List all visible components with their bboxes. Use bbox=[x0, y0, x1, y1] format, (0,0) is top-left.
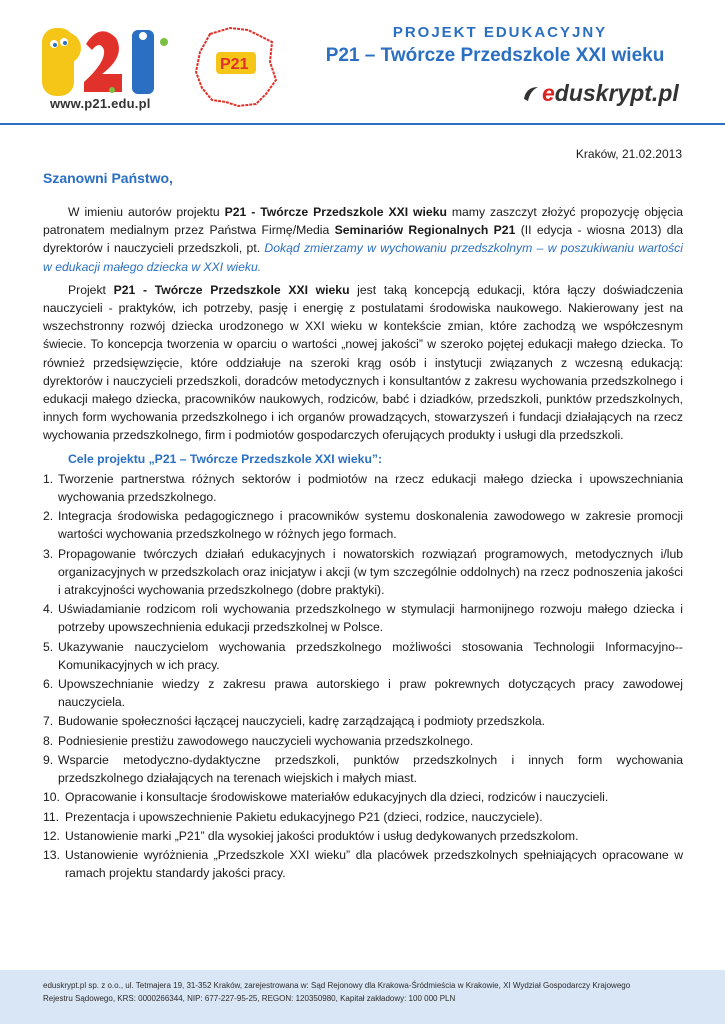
goal-item: 11. Prezentacja i upowszechnienie Pakietu edukacyjnego P21 (dzieci, rodzice, nauczyciele). bbox=[43, 809, 543, 824]
poland-map-icon bbox=[190, 22, 280, 112]
goal-item: 2. Integracja środowiska pedagogicznego i pracowników systemu doskonalenia zawodowego w zakresie promocji wartości wychowania przedszkolnego w różnych jego formach. bbox=[43, 509, 683, 542]
goal-item: 10. Opracowanie i konsultacje środowiskowe materiałów edukacyjnych dla dzieci, rodziców i nauczycieli. bbox=[43, 790, 609, 805]
goal-item: 6. Upowszechnianie wiedzy z zakresu prawa autorskiego i praw pokrewnych dotyczących pracy zawodowej nauczyciela. bbox=[43, 677, 683, 710]
footer-text bbox=[43, 979, 693, 1005]
brand-swoosh-icon bbox=[522, 85, 540, 103]
header-divider bbox=[0, 123, 725, 125]
greeting: Szanowni Państwo, bbox=[43, 170, 173, 186]
goal-item: 9. Wsparcie metodyczno-dydaktyczne przedszkoli, punktów przedszkolnych i innych form wychowania przedszkolnego działających na terenach wiejskich i małych miast. bbox=[43, 752, 683, 786]
project-title: P21 – Twórcze Przedszkole XXI wieku bbox=[325, 45, 665, 66]
goals-list bbox=[43, 470, 683, 882]
footer-line-2: Rejestru Sądowego, KRS: 0000266344, NIP: 677-227-95-25, REGON: 120350980, Kapitał zakładowy: 100 000 PLN bbox=[43, 994, 456, 1003]
project-label: PROJEKT EDUKACYJNY bbox=[392, 24, 608, 41]
p21-logo bbox=[40, 22, 175, 100]
brand-e: e bbox=[542, 80, 555, 106]
goal-item: 3. Propagowanie twórczych działań edukacyjnych i nowatorskich rozwiązań programowych, metodycznych i/lub organizacyjnych w przedszkolach oraz inicjatyw i akcji (w tym szczególnie oddolnych) na rzecz podnoszenia jakości i atrakcyjności wychowania przedszkolnego (dobre praktyki). bbox=[43, 546, 683, 598]
goal-item: 13. Ustanowienie wyróżnienia „Przedszkole XXI wieku” dla placówek przedszkolnych spełniających opracowane w ramach projektu standardy jakości pracy. bbox=[43, 847, 683, 881]
goals-heading: Cele projektu „P21 – Twórcze Przedszkole XXI wieku”: bbox=[68, 451, 383, 466]
goal-item: 1. Tworzenie partnerstwa różnych sektorów i podmiotów na rzecz edukacji małego dziecka i upowszechniania wychowania przedszkolnego. bbox=[43, 471, 683, 505]
goal-item: 5. Ukazywanie nauczycielom wychowania przedszkolnego możliwości stosowania Technologii Informacyjno--Komunikacyjnych w ich pracy. bbox=[43, 639, 683, 672]
footer-line-1: eduskrypt.pl sp. z o.o., ul. Tetmajera 19, 31-352 Kraków, zarejestrowana w: Sąd Rejonowy dla Krakowa-Śródmieścia w Krakowie, XI Wydział Gospodarczy Krajowego bbox=[43, 981, 631, 990]
map-logo-text: P21 bbox=[220, 56, 249, 73]
goal-item: 12. Ustanowienie marki „P21” dla wysokiej jakości produktów i usług dedykowanych przedszkolom. bbox=[43, 828, 579, 843]
goal-item: 8. Podniesienie prestiżu zawodowego nauczycieli wychowania przedszkolnego. bbox=[43, 733, 474, 748]
letter-body bbox=[43, 203, 683, 883]
letterhead bbox=[0, 0, 725, 125]
letter-date: Kraków, 21.02.2013 bbox=[575, 147, 682, 161]
paragraph-project: Projekt P21 - Twórcze Przedszkole XXI wieku jest taką koncepcją edukacji, która łączy doświadczenia nauczycieli - praktyków, ich potrzeby, pasję i energię z postulatami środowiska naukowego. Nakierowany jest na wszechstronny rozwój dziecka urodzonego w XXI wieku w kontekście zmian, które zachodzą we współczesnym świecie. To koncepcja tworzenia w oparciu o wartości „nowej jakości” w szeroko pojętej edukacji małego dziecka. To również przedsięwzięcie, które oddziałuje na szeroki krąg osób i instytucji związanych z wczesną edukacją: dyrektorów i nauczycieli przedszkoli, doradców metodycznych i konsultantów z zakresu wychowania przedszkolnego i edukacji małego dziecka, pracowników naukowych, rodziców, babć i dziadków, przedszkoli, punktów przedszkolnych, innych form wychowania przedszkolnego i ich organów prowadzących, stowarzyszeń i fundacji działających na rzecz wychowania przedszkolnego, firm i podmiotów gospodarczych oferujących produkty i usługi dla przedszkoli. bbox=[43, 282, 683, 443]
goal-item: 7. Budowanie społeczności łączącej nauczycieli, kadrę zarządzającą i podmioty przedszkola. bbox=[43, 714, 546, 729]
goal-item: 4. Uświadamianie rodzicom roli wychowania przedszkolnego w stymulacji harmonijnego rozwoju małego dziecka i potrzeby upowszechnienia edukacji przedszkolnej w Polsce. bbox=[43, 602, 683, 635]
website-url: www.p21.edu.pl bbox=[50, 96, 151, 111]
eduskrypt-brand bbox=[522, 80, 679, 107]
paragraph-intro: W imieniu autorów projektu P21 - Twórcze Przedszkole XXI wieku mamy zaszczyt złożyć propozycję objęcia patronatem medialnym przez Państwa Firmę/Media Seminariów Regionalnych P21 (II edycja - wiosna 2013) dla dyrektorów i nauczycieli przedszkoli, pt. Dokąd zmierzamy w wychowaniu przedszkolnym – w poszukiwaniu wartości w edukacji małego dziecka w XXI wieku. bbox=[43, 205, 683, 274]
brand-name: duskrypt.pl bbox=[554, 80, 679, 106]
